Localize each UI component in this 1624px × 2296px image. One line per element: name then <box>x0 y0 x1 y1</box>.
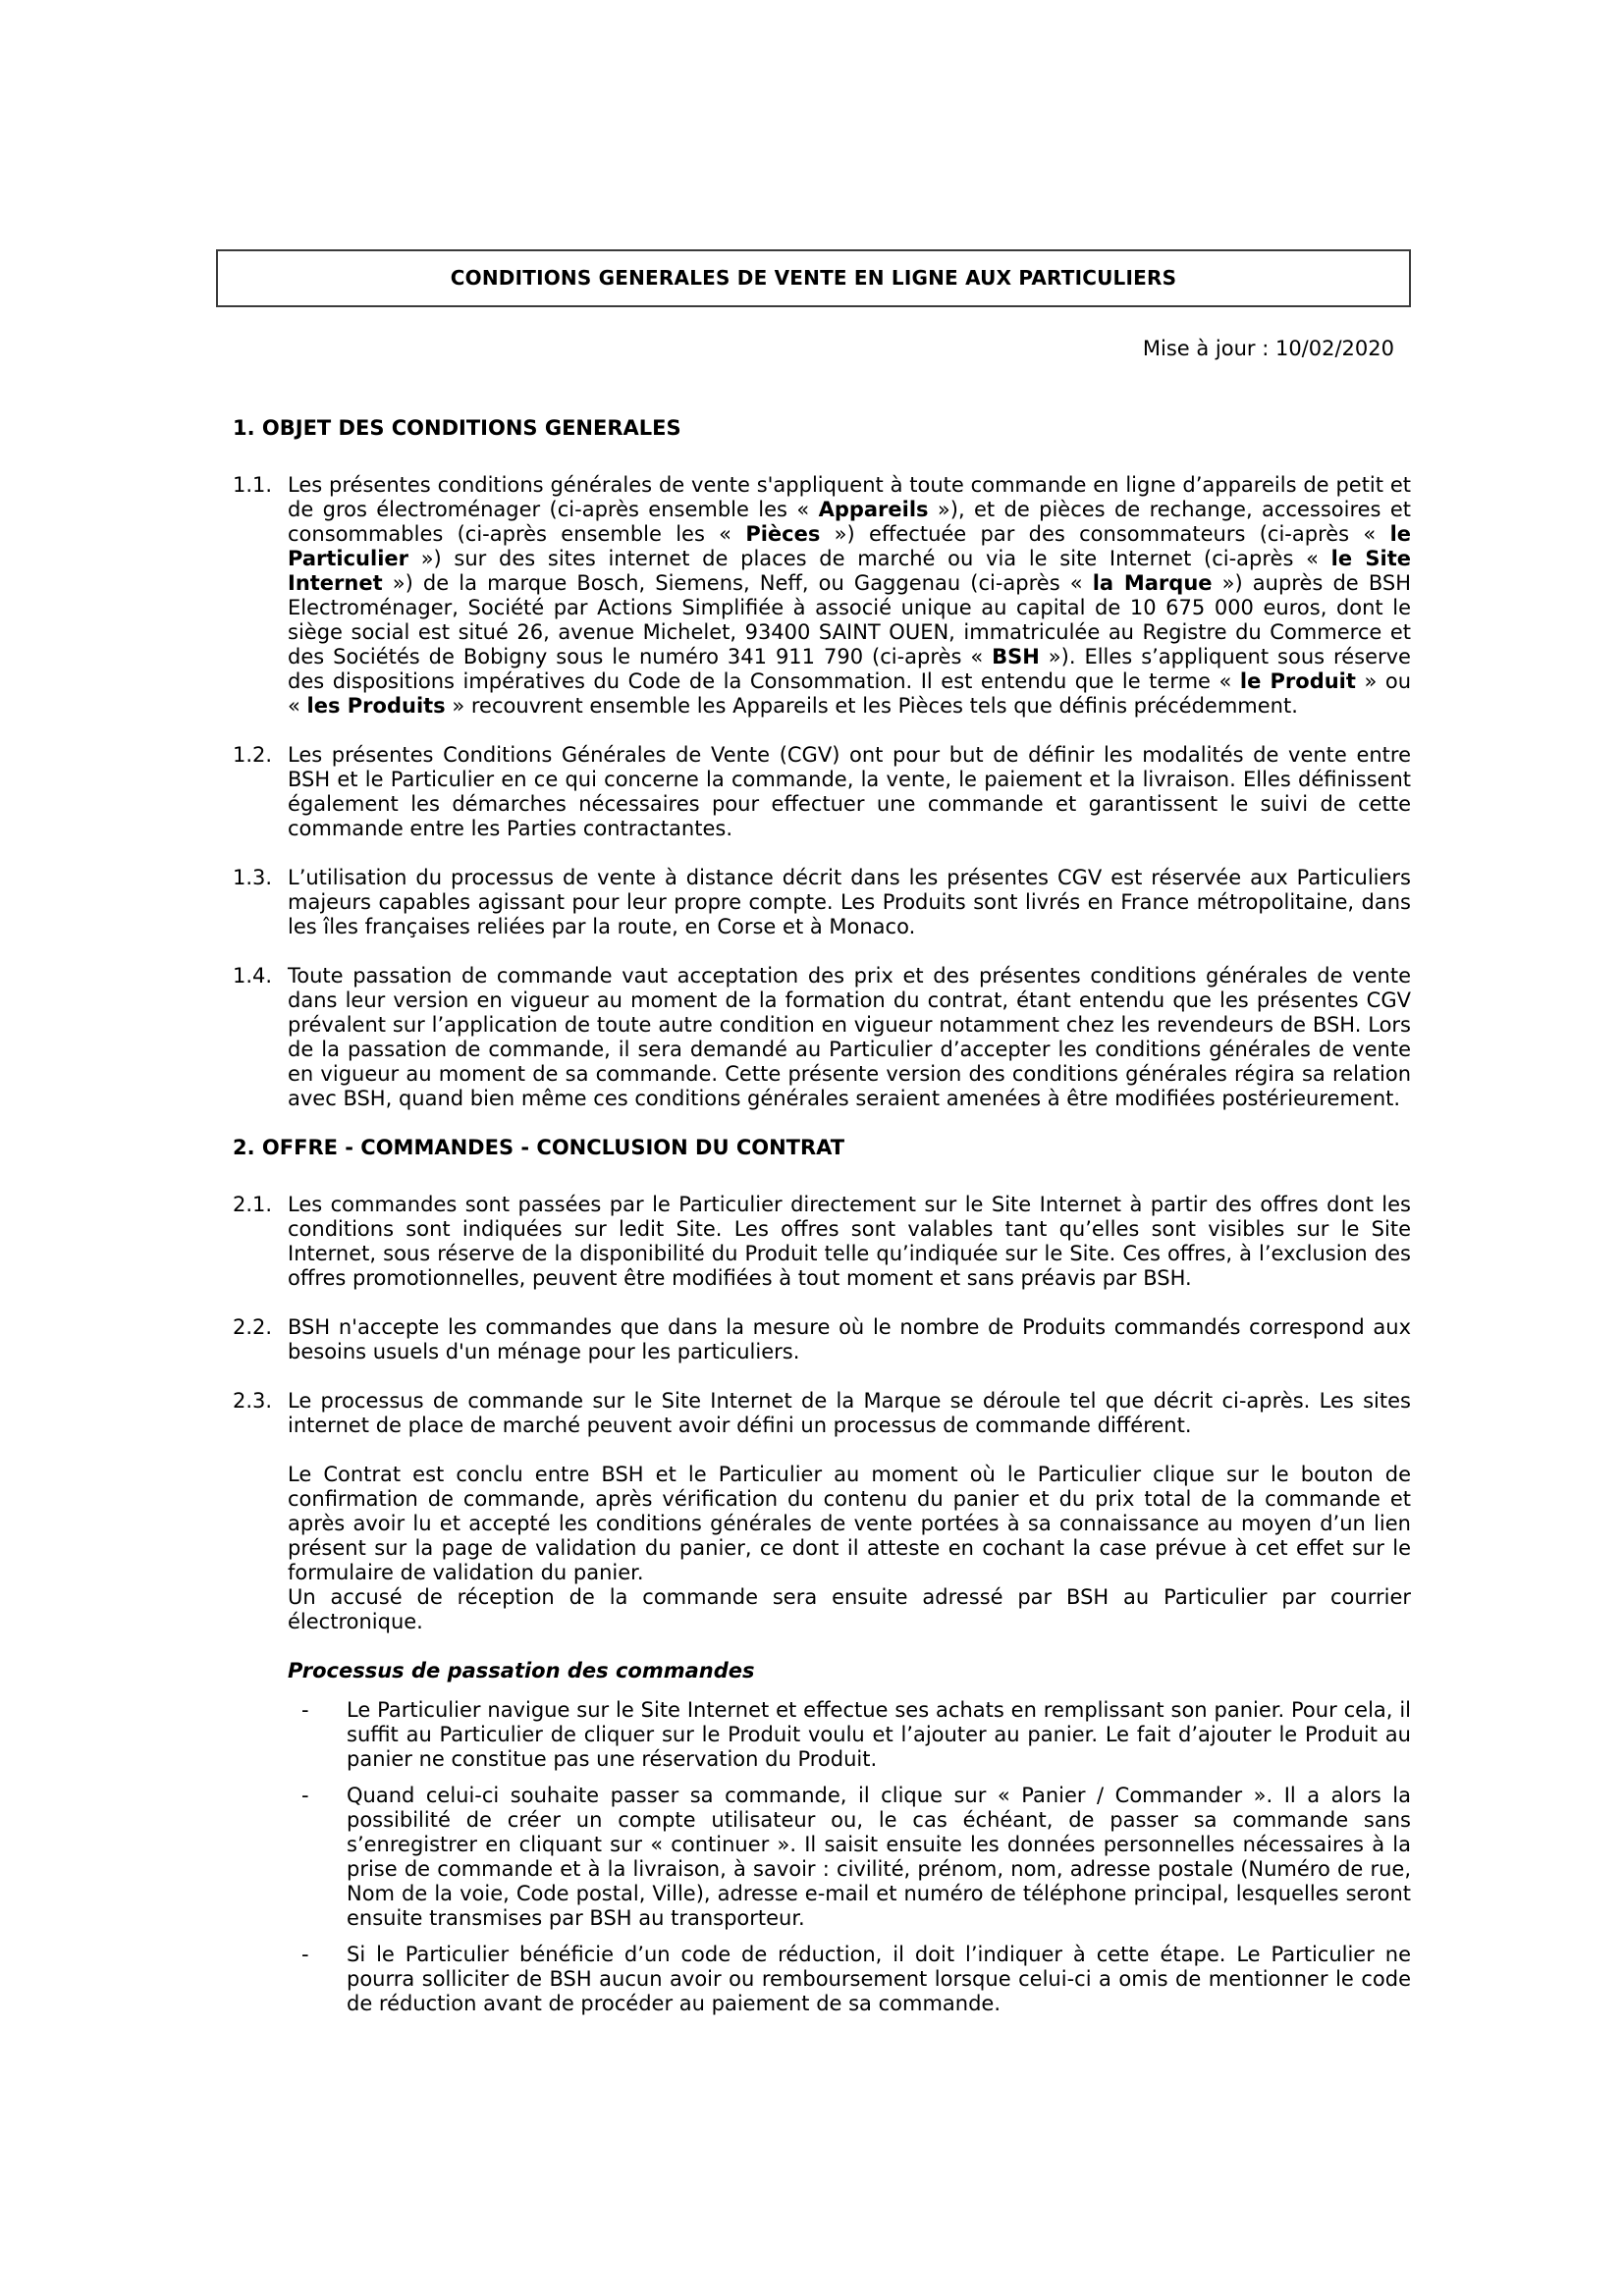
paragraph-text: Le processus de commande sur le Site Internet de la Marque se déroule tel que décrit ci-après. Les sites internet de place de marché peuvent avoir défini un processus de commande différent. <box>288 1389 1411 1437</box>
paragraph-text: Les présentes conditions générales de vente s'appliquent à toute commande en ligne d’appareils de petit et de gros électroménager (ci-après ensemble les « Appareils »), et de pièces de rechange, accessoires et consommables (ci-après ensemble les « Pièces ») effectuée par des consommateurs (ci-après « le Particulier ») sur des sites internet de places de marché ou via le site Internet (ci-après « le Site Internet ») de la marque Bosch, Siemens, Neff, ou Gaggenau (ci-après « la Marque ») auprès de BSH Electroménager, Société par Actions Simplifiée à associé unique au capital de 10 675 000 euros, dont le siège social est situé 26, avenue Michelet, 93400 SAINT OUEN, immatriculée au Registre du Commerce et des Sociétés de Bobigny sous le numéro 341 911 790 (ci-après « BSH »). Elles s’appliquent sous réserve des dispositions impératives du Code de la Consommation. Il est entendu que le terme « le Produit » ou « les Produits » recouvrent ensemble les Appareils et les Pièces tels que définis précédemment. <box>288 473 1412 718</box>
paragraph-number: 1.2. <box>233 743 273 767</box>
paragraph <box>233 1193 1411 1291</box>
section-heading: 1. OBJET DES CONDITIONS GENERALES <box>233 416 681 440</box>
paragraph-text: Un accusé de réception de la commande sera ensuite adressé par BSH au Particulier par courrier électronique. <box>288 1585 1411 1633</box>
bullet-dash: - <box>301 1698 309 1722</box>
section <box>233 1136 1411 2016</box>
bullet-text: Le Particulier navigue sur le Site Internet et effectue ses achats en remplissant son panier. Pour cela, il suffit au Particulier de cliquer sur le Produit voulu et l’ajouter au panier. Le fait d’ajouter le Produit au panier ne constitue pas une réservation du Produit. <box>347 1698 1411 1771</box>
paragraph-number: 1.4. <box>233 964 273 988</box>
paragraph <box>233 1585 1411 1634</box>
process-subheading: Processus de passation des commandes <box>288 1659 755 1682</box>
paragraph-number: 2.3. <box>233 1389 273 1413</box>
bullet-text: Quand celui-ci souhaite passer sa commande, il clique sur « Panier / Commander ». Il a alors la possibilité de créer un compte utilisateur ou, le cas échéant, de passer sa commande sans s’enregistrer en cliquant sur « continuer ». Il saisit ensuite les données personnelles nécessaires à la prise de commande et à la livraison, à savoir : civilité, prénom, nom, adresse postale (Numéro de rue, Nom de la voie, Code postal, Ville), adresse e-mail et numéro de téléphone principal, lesquelles seront ensuite transmises par BSH au transporteur. <box>347 1784 1411 1930</box>
paragraph-text: L’utilisation du processus de vente à distance décrit dans les présentes CGV est réservée aux Particuliers majeurs capables agissant pour leur propre compte. Les Produits sont livrés en France métropolitaine, dans les îles françaises reliées par la route, en Corse et à Monaco. <box>288 866 1411 938</box>
paragraph-number: 1.1. <box>233 473 273 497</box>
paragraph-number: 1.3. <box>233 866 273 889</box>
paragraph <box>233 964 1411 1111</box>
bullet-item <box>301 1698 1411 1772</box>
paragraph <box>233 866 1411 939</box>
paragraph <box>233 473 1411 719</box>
paragraph <box>233 743 1411 841</box>
title-box <box>216 249 1411 307</box>
paragraph-text: Les commandes sont passées par le Particulier directement sur le Site Internet à partir des offres dont les conditions sont indiquées sur ledit Site. Les offres sont valables tant qu’elles sont visibles sur le Site Internet, sous réserve de la disponibilité du Produit telle qu’indiquée sur le Site. Ces offres, à l’exclusion des offres promotionnelles, peuvent être modifiées à tout moment et sans préavis par BSH. <box>288 1193 1411 1290</box>
paragraph <box>233 1463 1411 1585</box>
bullet-item <box>301 1943 1411 2016</box>
update-date: Mise à jour : 10/02/2020 <box>1142 337 1394 360</box>
paragraph-text: Le Contrat est conclu entre BSH et le Particulier au moment où le Particulier clique sur le bouton de confirmation de commande, après vérification du contenu du panier et du prix total de la commande et après avoir lu et accepté les conditions générales de vente portées à sa connaissance au moyen d’un lien présent sur la page de validation du panier, ce dont il atteste en cochant la case prévue à cet effet sur le formulaire de validation du panier. <box>288 1463 1411 1584</box>
document-content <box>233 0 1411 2016</box>
section <box>233 416 1411 1111</box>
bullet-dash: - <box>301 1943 309 1966</box>
paragraph-number <box>233 1463 288 1585</box>
section-heading: 2. OFFRE - COMMANDES - CONCLUSION DU CONTRAT <box>233 1136 845 1159</box>
paragraph <box>233 1389 1411 1438</box>
bullet-item <box>301 1784 1411 1931</box>
bullet-dash: - <box>301 1784 309 1807</box>
paragraph-number: 2.1. <box>233 1193 273 1216</box>
paragraph <box>233 1315 1411 1364</box>
sections <box>233 416 1411 2016</box>
paragraph-number <box>233 1585 288 1634</box>
paragraph-text: BSH n'accepte les commandes que dans la mesure où le nombre de Produits commandés correspond aux besoins usuels d'un ménage pour les particuliers. <box>288 1315 1411 1363</box>
paragraph-number: 2.2. <box>233 1315 273 1339</box>
paragraph-text: Toute passation de commande vaut acceptation des prix et des présentes conditions générales de vente dans leur version en vigueur au moment de la formation du contrat, étant entendu que les présentes CGV prévalent sur l’application de toute autre condition en vigueur notamment chez les revendeurs de BSH. Lors de la passation de commande, il sera demandé au Particulier d’accepter les conditions générales de vente en vigueur au moment de sa commande. Cette présente version des conditions générales régira sa relation avec BSH, quand bien même ces conditions générales seraient amenées à être modifiées postérieurement. <box>288 964 1411 1110</box>
document-title: CONDITIONS GENERALES DE VENTE EN LIGNE AUX PARTICULIERS <box>450 266 1177 290</box>
bullet-text: Si le Particulier bénéficie d’un code de réduction, il doit l’indiquer à cette étape. Le Particulier ne pourra solliciter de BSH aucun avoir ou remboursement lorsque celui-ci a omis de mentionner le code de réduction avant de procéder au paiement de sa commande. <box>347 1943 1411 2015</box>
paragraph-text: Les présentes Conditions Générales de Vente (CGV) ont pour but de définir les modalités de vente entre BSH et le Particulier en ce qui concerne la commande, la vente, le paiement et la livraison. Elles définissent également les démarches nécessaires pour effectuer une commande et garantissent le suivi de cette commande entre les Parties contractantes. <box>288 743 1411 840</box>
